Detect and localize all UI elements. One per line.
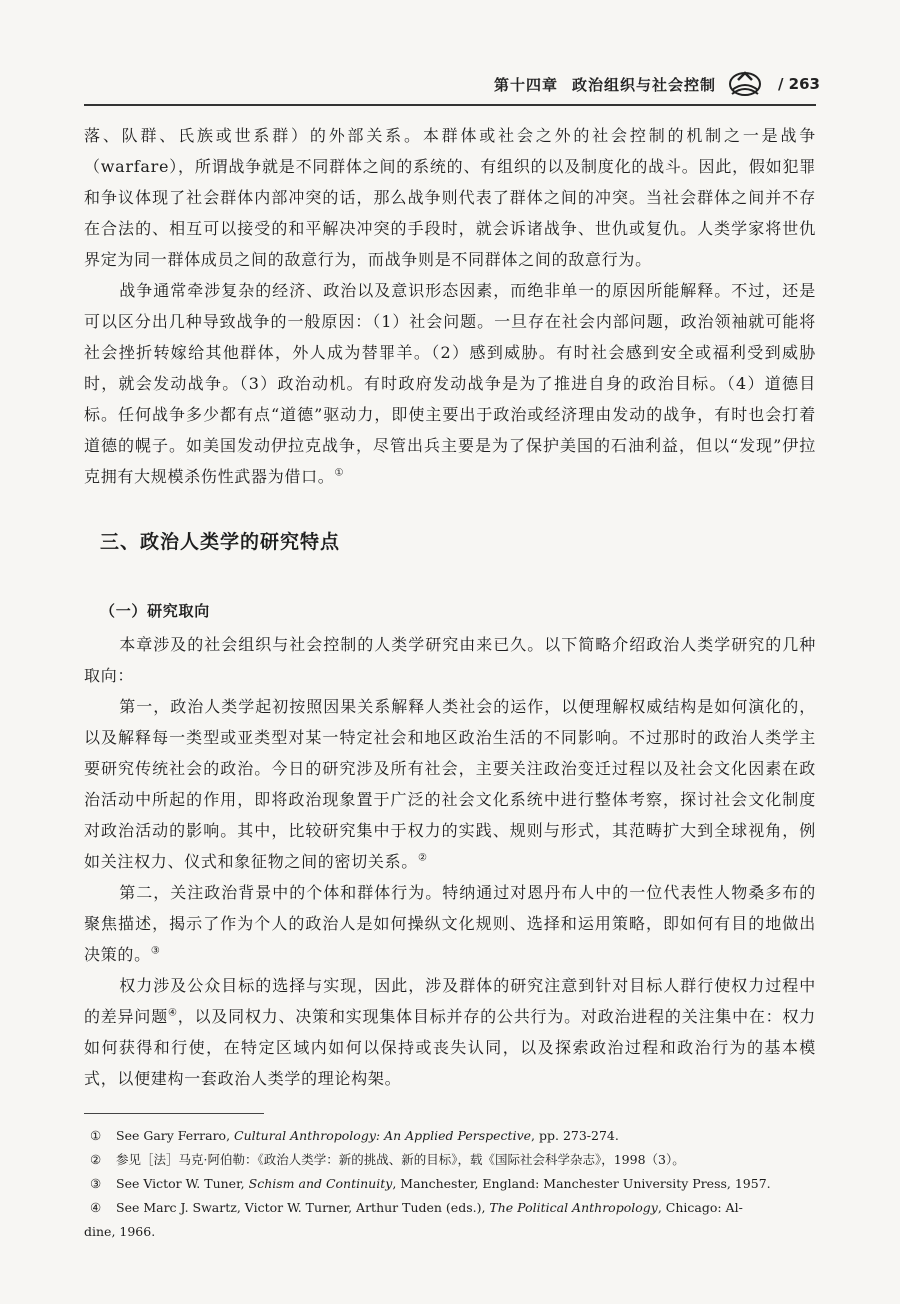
subsection-heading: （一）研究取向	[100, 602, 210, 620]
paragraph: 战争通常牵涉复杂的经济、政治以及意识形态因素，而绝非单一的原因所能解释。不过，还是可以区分出几种导致战争的一般原因：（1）社会问题。一旦存在社会内部问题，政治领袖就可能将社会挫折转嫁给其他群体，外人成为替罪羊。（2）感到威胁。有时社会感到安全或福利受到威胁时，就会发动战争。（3）政治动机。有时政府发动战争是为了推进自身的政治目标。（4）道德目标。任何战争多少都有点“道德”驱动力，即使主要出于政治或经济理由发动的战争，有时也会打着道德的幌子。如美国发动伊拉克战争，尽管出兵主要是为了保护美国的石油利益，但以“发现”伊拉克拥有大规模杀伤性武器为借口。①	[84, 281, 816, 486]
running-header	[440, 68, 820, 100]
page-number: / 263	[777, 75, 820, 93]
page-body	[84, 120, 816, 1094]
footnote: ④ See Marc J. Swartz, Victor W. Turner, Arthur Tuden (eds.), The Political Anthropology, Chicago: Al-	[90, 1200, 743, 1215]
paragraph: 权力涉及公众目标的选择与实现，因此，涉及群体的研究注意到针对目标人群行使权力过程中的差异问题④，以及同权力、决策和实现集体目标并存的公共行为。对政治进程的关注集中在：权力如何获得和行使，在特定区域内如何以保持或丧失认同，以及探索政治过程和政治行为的基本模式，以便建构一套政治人类学的理论构架。	[84, 976, 816, 1088]
footnote: ③ See Victor W. Tuner, Schism and Continuity, Manchester, England: Manchester University Press, 1957.	[90, 1176, 771, 1191]
footnote-ref[interactable]: ②	[418, 852, 428, 864]
footnote-ref[interactable]: ③	[150, 945, 161, 957]
footnote-ref[interactable]: ④	[168, 1007, 178, 1019]
section-heading: 三、政治人类学的研究特点	[100, 531, 341, 553]
footnote-rule	[84, 1113, 264, 1114]
paragraph: 本章涉及的社会组织与社会控制的人类学研究由来已久。以下简略介绍政治人类学研究的几种取向：	[84, 635, 816, 685]
paragraph: 第二，关注政治背景中的个体和群体行为。特纳通过对恩丹布人中的一位代表性人物桑多布的聚焦描述，揭示了作为个人的政治人是如何操纵文化规则、选择和运用策略，即如何有目的地做出决策的。③	[84, 883, 816, 964]
paragraph: 第一，政治人类学起初按照因果关系解释人类社会的运作，以便理解权威结构是如何演化的，以及解释每一类型或亚类型对某一特定社会和地区政治生活的不同影响。不过那时的政治人类学主要研究传统社会的政治。今日的研究涉及所有社会，主要关注政治变迁过程以及社会文化因素在政治活动中所起的作用，即将政治现象置于广泛的社会文化系统中进行整体考察，探讨社会文化制度对政治活动的影响。其中，比较研究集中于权力的实践、规则与形式，其范畴扩大到全球视角，例如关注权力、仪式和象征物之间的密切关系。②	[84, 697, 816, 871]
footnote: ② 参见［法］马克·阿伯勒：《政治人类学：新的挑战、新的目标》，载《国际社会科学杂志》，1998（3）。	[90, 1152, 685, 1167]
footnotes	[84, 1124, 816, 1244]
footnote-continuation: dine, 1966.	[84, 1224, 156, 1239]
book-logo-icon	[726, 68, 764, 100]
footnote-ref[interactable]: ①	[334, 467, 345, 479]
paragraph: 落、队群、氏族或世系群）的外部关系。本群体或社会之外的社会控制的机制之一是战争（warfare），所谓战争就是不同群体之间的系统的、有组织的以及制度化的战斗。因此，假如犯罪和争议体现了社会群体内部冲突的话，那么战争则代表了群体之间的冲突。当社会群体之间并不存在合法的、相互可以接受的和平解决冲突的手段时，就会诉诸战争、世仇或复仇。人类学家将世仇界定为同一群体成员之间的敌意行为，而战争则是不同群体之间的敌意行为。	[84, 126, 816, 269]
chapter-title: 政治组织与社会控制	[571, 75, 716, 94]
footnote: ① See Gary Ferraro, Cultural Anthropology: An Applied Perspective, pp. 273-274.	[90, 1128, 619, 1143]
chapter-label: 第十四章	[493, 75, 558, 94]
header-rule	[84, 104, 816, 106]
